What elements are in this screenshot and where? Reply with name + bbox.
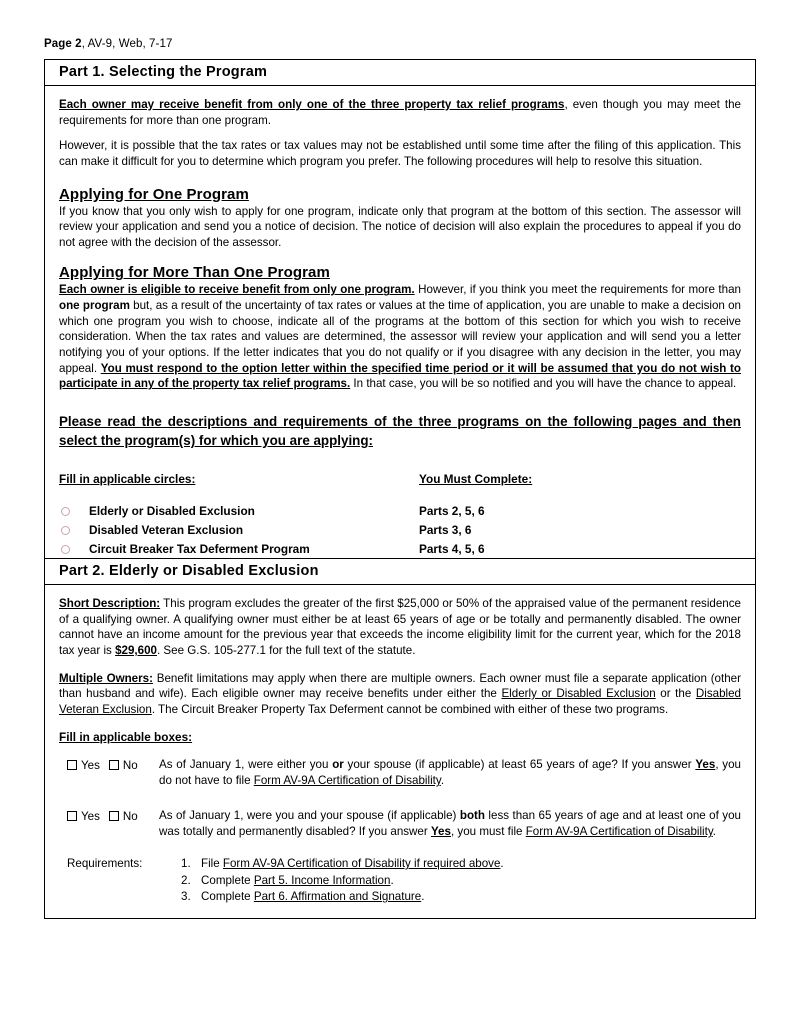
- link-disabled-veteran-exclusion[interactable]: Disabled Veteran Exclusion: [59, 687, 741, 716]
- more-bold-one-program: one program: [59, 299, 130, 313]
- part2-short-description: [59, 596, 741, 659]
- link-part-6-affirmation-signature[interactable]: Part 6. Affirmation and Signature: [253, 890, 422, 904]
- checkbox-no-label: No: [122, 810, 138, 824]
- question-1-text-d: .: [440, 774, 445, 788]
- requirements-block: [59, 856, 741, 905]
- program-required-parts: Parts 2, 5, 6: [419, 504, 485, 519]
- requirement-number: 1.: [181, 857, 191, 871]
- requirement-number: 3.: [181, 890, 191, 904]
- more-bold-warning: You must respond to the option letter within the specified time period or it will be assumed that you do not wish to participate in any of the property tax relief programs.: [59, 361, 741, 391]
- link-form-av9a-1[interactable]: Form AV-9A Certification of Disability: [253, 774, 441, 788]
- short-description-text-a: This program excludes the greater of the first $25,000 or 50% of the appraised value of the permanent residence of a qualifying owner. A qualifying owner must either be at least 65 years of age or be totally and permanently disabled. The owner cannot have an income amount for the previous year that exceeds the income eligibility limit for the current year, which for the 2018 tax year is: [59, 597, 741, 657]
- checkbox-no-label: No: [122, 759, 138, 773]
- requirement-item: [181, 889, 741, 905]
- radio-circle-icon[interactable]: [61, 526, 70, 535]
- requirement-text-b: .: [390, 873, 394, 887]
- radio-circle-icon[interactable]: [61, 507, 70, 516]
- link-form-av9a-requirement[interactable]: Form AV-9A Certification of Disability if required above: [222, 857, 501, 871]
- selection-column-headings: [59, 472, 741, 489]
- radio-circle-icon[interactable]: [61, 545, 70, 554]
- requirement-text-b: .: [421, 890, 425, 904]
- multiple-owners-label: Multiple Owners:: [59, 671, 153, 685]
- part1-big-instruction: Please read the descriptions and requirements of the three programs on the following pages and then select the program(s) for which you are applying:: [59, 413, 741, 448]
- program-required-parts: Parts 3, 6: [419, 523, 472, 538]
- link-form-av9a-2[interactable]: Form AV-9A Certification of Disability: [525, 825, 713, 839]
- checkbox-yes[interactable]: [67, 760, 77, 770]
- part-1-section: [44, 59, 756, 606]
- program-selection-list: [59, 504, 741, 561]
- part-2-section: [44, 558, 756, 919]
- part1-intro-rest: , even though you may meet the requirements for more than one program.: [59, 98, 741, 127]
- short-description-text-b: . See G.S. 105-277.1 for the full text of the statute.: [156, 643, 416, 657]
- part1-paragraph-2: However, it is possible that the tax rates or tax values may not be established until some time after the filing of this application. This can make it difficult for you to determine which program you prefer. The following procedures will help to resolve this situation.: [59, 139, 741, 168]
- heading-applying-more-programs: Applying for More Than One Program: [59, 264, 330, 282]
- requirement-item: [181, 873, 741, 889]
- requirement-text-a: Complete: [201, 873, 254, 887]
- short-description-label: Short Description:: [59, 597, 161, 610]
- question-row-1: [59, 757, 741, 791]
- requirement-text-a: Complete: [201, 890, 254, 904]
- more-text-c: but, as a result of the uncertainty of tax rates or values at the time of application, you are unable to make a decision on which one program you wish to choose, indicate all of the programs at the bottom of this section for which you wish to receive consideration. When the tax rates and values are determined, the assessor will review your application and will send you a letter notifying you of your options. If the letter indicates that you do not qualify or if you disagree with any decision in the letter, you may appeal.: [59, 299, 741, 375]
- question-2-text-c: , you must file: [450, 825, 526, 839]
- col-head-fill-circles: Fill in applicable circles:: [59, 472, 196, 487]
- question-2-bold-both: both: [459, 809, 485, 823]
- col-head-you-must-complete: You Must Complete:: [419, 472, 533, 487]
- question-2-checkboxes: [67, 809, 138, 825]
- requirements-label: Requirements:: [67, 857, 143, 871]
- requirement-number: 2.: [181, 873, 191, 887]
- part1-more-programs-text: [59, 282, 741, 391]
- question-1-text-a: As of January 1, were either you: [159, 758, 333, 772]
- question-1-yes-emphasis: Yes: [695, 758, 716, 772]
- part2-multiple-owners: [59, 671, 741, 718]
- part1-intro-paragraph: [59, 97, 741, 128]
- page-number-label: Page 2: [44, 38, 82, 50]
- program-label: Circuit Breaker Tax Deferment Program: [89, 542, 310, 557]
- checkbox-no[interactable]: [109, 760, 119, 770]
- requirement-text-b: .: [500, 857, 504, 871]
- multiple-owners-text-b: or the: [655, 687, 696, 701]
- requirement-text-a: File: [201, 857, 223, 871]
- checkbox-yes-label: Yes: [81, 810, 100, 824]
- link-part-5-income-information[interactable]: Part 5. Income Information: [253, 873, 391, 887]
- program-label: Disabled Veteran Exclusion: [89, 523, 244, 538]
- requirements-list: [59, 856, 741, 905]
- page-header: [44, 38, 172, 50]
- program-label: Elderly or Disabled Exclusion: [89, 504, 255, 519]
- more-text-a: However, if you think you meet the requirements for more than: [414, 283, 741, 297]
- part-2-body: [44, 585, 756, 919]
- question-1-bold-or: or: [332, 758, 344, 772]
- question-1-text-b: your spouse (if applicable) at least 65 years of age? If you answer: [343, 758, 696, 772]
- more-text-e: In that case, you will be so notified and you will have the chance to appeal.: [350, 377, 737, 391]
- question-2-text-d: .: [712, 825, 717, 839]
- program-required-parts: Parts 4, 5, 6: [419, 542, 485, 557]
- question-2-text-a: As of January 1, were you and your spouse (if applicable): [159, 809, 460, 823]
- form-identifier: , AV-9, Web, 7-17: [81, 38, 173, 50]
- checkbox-yes-label: Yes: [81, 759, 100, 773]
- heading-applying-one-program: Applying for One Program: [59, 185, 249, 203]
- multiple-owners-text-a: Benefit limitations may apply when there are multiple owners. Each owner must file a separate application (other than husband and wife). Each eligible owner may receive benefits under either the: [59, 671, 741, 701]
- requirement-item: [181, 856, 741, 872]
- multiple-owners-text-c: . The Circuit Breaker Property Tax Deferment cannot be combined with either of these two programs.: [151, 702, 669, 716]
- link-elderly-disabled-exclusion[interactable]: Elderly or Disabled Exclusion: [501, 687, 656, 701]
- question-row-2: [59, 808, 741, 842]
- program-row-disabled-veteran[interactable]: [59, 523, 741, 542]
- question-2-yes-emphasis: Yes: [430, 825, 451, 839]
- question-1-text-c: , you do not have to file: [159, 758, 741, 788]
- income-limit-amount: $29,600: [115, 643, 157, 657]
- part1-one-program-text: If you know that you only wish to apply for one program, indicate only that program at the bottom of this section. The assessor will review your application and send you a notice of decision. The notice of decision will also explain the procedures to appeal if you do not agree with the decision of the assessor.: [59, 204, 741, 249]
- part1-intro-emphasis: Each owner may receive benefit from only one of the three property tax relief programs: [59, 98, 565, 111]
- program-row-elderly-disabled[interactable]: [59, 504, 741, 523]
- question-1-checkboxes: [67, 758, 138, 774]
- part-2-title: Part 2. Elderly or Disabled Exclusion: [44, 558, 756, 585]
- question-2-text-b: less than 65 years of age and at least one of you was totally and permanently disabled? If you answer: [159, 809, 741, 839]
- part-1-title: Part 1. Selecting the Program: [44, 59, 756, 86]
- part-1-body: [44, 86, 756, 606]
- checkbox-no[interactable]: [109, 811, 119, 821]
- more-lead-emphasis: Each owner is eligible to receive benefit from only one program.: [59, 283, 415, 297]
- checkbox-yes[interactable]: [67, 811, 77, 821]
- fill-in-boxes-heading: Fill in applicable boxes:: [59, 730, 193, 745]
